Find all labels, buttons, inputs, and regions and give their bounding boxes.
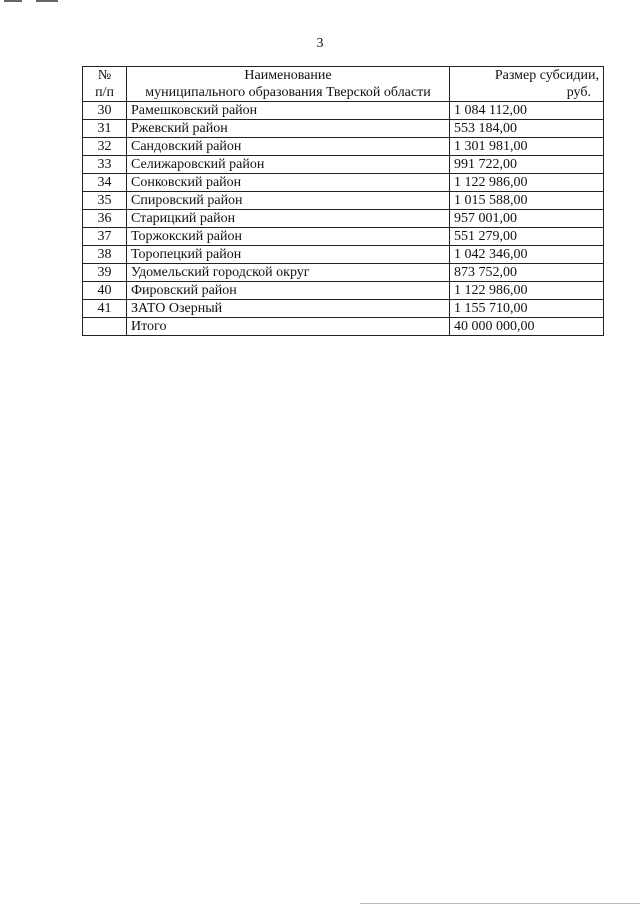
row-municipality: Сандовский район: [127, 138, 450, 156]
header-amount-line1: Размер субсидии,: [494, 68, 599, 83]
scan-edge-line: [360, 903, 640, 904]
row-municipality: Фировский район: [127, 282, 450, 300]
header-amount: [450, 67, 604, 102]
scan-mark-mid: [36, 0, 58, 2]
row-number: 32: [83, 138, 127, 156]
row-amount: 991 722,00: [450, 156, 604, 174]
row-amount: 1 015 588,00: [450, 192, 604, 210]
row-amount: 957 001,00: [450, 210, 604, 228]
row-amount: 873 752,00: [450, 264, 604, 282]
row-number: 30: [83, 102, 127, 120]
row-number: 35: [83, 192, 127, 210]
row-amount: 1 301 981,00: [450, 138, 604, 156]
row-municipality: ЗАТО Озерный: [127, 300, 450, 318]
row-number: 31: [83, 120, 127, 138]
row-amount: 1 084 112,00: [450, 102, 604, 120]
table-row: [83, 282, 604, 300]
row-municipality: Торжокский район: [127, 228, 450, 246]
header-number: [83, 67, 127, 102]
row-number: 39: [83, 264, 127, 282]
header-number-line2: п/п: [95, 85, 114, 100]
total-number: [83, 318, 127, 336]
row-amount: 551 279,00: [450, 228, 604, 246]
row-number: 36: [83, 210, 127, 228]
table-row: [83, 264, 604, 282]
subsidy-table: [82, 66, 604, 336]
row-municipality: Удомельский городской округ: [127, 264, 450, 282]
header-name-line2: муниципального образования Тверской области: [145, 85, 431, 100]
total-amount: 40 000 000,00: [450, 318, 604, 336]
row-municipality: Ржевский район: [127, 120, 450, 138]
table-row: [83, 156, 604, 174]
row-amount: 553 184,00: [450, 120, 604, 138]
table-row: [83, 246, 604, 264]
row-municipality: Селижаровский район: [127, 156, 450, 174]
header-amount-line2: руб.: [566, 85, 591, 100]
table-header-row: [83, 67, 604, 102]
header-number-line1: №: [97, 68, 112, 83]
row-municipality: Спировский район: [127, 192, 450, 210]
row-amount: 1 042 346,00: [450, 246, 604, 264]
row-municipality: Сонковский район: [127, 174, 450, 192]
header-name-line1: Наименование: [244, 68, 332, 83]
row-number: 40: [83, 282, 127, 300]
row-municipality: Рамешковский район: [127, 102, 450, 120]
scan-mark-left: [4, 0, 22, 2]
table-row: [83, 210, 604, 228]
row-amount: 1 122 986,00: [450, 174, 604, 192]
row-number: 34: [83, 174, 127, 192]
row-number: 37: [83, 228, 127, 246]
total-label: Итого: [127, 318, 450, 336]
table-row: [83, 192, 604, 210]
row-municipality: Старицкий район: [127, 210, 450, 228]
header-name: [127, 67, 450, 102]
row-amount: 1 155 710,00: [450, 300, 604, 318]
table-row: [83, 174, 604, 192]
page-number: 3: [316, 36, 324, 51]
row-number: 38: [83, 246, 127, 264]
table-row: [83, 138, 604, 156]
table-row: [83, 120, 604, 138]
row-municipality: Торопецкий район: [127, 246, 450, 264]
row-number: 33: [83, 156, 127, 174]
table-row: [83, 300, 604, 318]
row-amount: 1 122 986,00: [450, 282, 604, 300]
table-row: [83, 102, 604, 120]
row-number: 41: [83, 300, 127, 318]
table-row: [83, 228, 604, 246]
table-total-row: [83, 318, 604, 336]
